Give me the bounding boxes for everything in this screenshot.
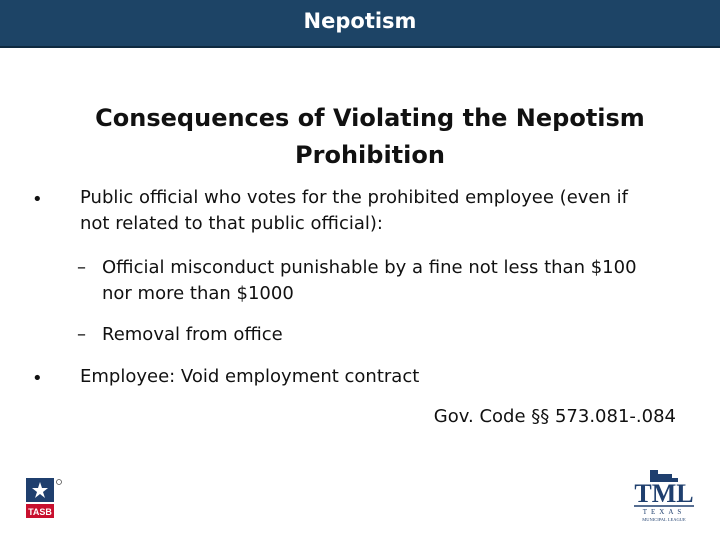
tml-logo-subtext: TEXAS (642, 508, 686, 516)
bullet-item-1 (80, 185, 690, 237)
sub-bullet-item-1-line-2: nor more than $1000 (102, 283, 294, 304)
sub-bullet-item-2-line-1: Removal from office (102, 324, 283, 345)
tml-logo-text: TML (634, 479, 694, 508)
bullet-item-2 (80, 364, 690, 390)
bullet-item-2-line-1: Employee: Void employment contract (80, 366, 420, 387)
header-bar (0, 0, 720, 48)
bullet-item-1-line-2: not related to that public official): (80, 213, 383, 234)
tasb-logo (22, 474, 66, 524)
header-title: Nepotism (303, 9, 417, 33)
bullet-item-1-line-1: Public official who votes for the prohibited employee (even if (80, 187, 628, 208)
slide-heading (60, 100, 680, 174)
sub-bullet-marker: – (77, 257, 86, 278)
tml-logo-tagline: MUNICIPAL LEAGUE (642, 517, 686, 522)
tml-logo (628, 468, 700, 524)
legal-citation: Gov. Code §§ 573.081-.084 (433, 406, 676, 427)
bullet-marker: • (32, 368, 43, 389)
registered-icon (57, 480, 62, 485)
sub-bullet-marker: – (77, 324, 86, 345)
sub-bullet-item-2 (102, 322, 702, 348)
tasb-logo-text: TASB (28, 507, 52, 517)
slide-heading-line-2: Prohibition (295, 141, 445, 169)
bullet-marker: • (32, 189, 43, 210)
sub-bullet-item-1-line-1: Official misconduct punishable by a fine not less than $100 (102, 257, 637, 278)
slide-heading-line-1: Consequences of Violating the Nepotism (95, 104, 645, 132)
sub-bullet-item-1 (102, 255, 702, 307)
